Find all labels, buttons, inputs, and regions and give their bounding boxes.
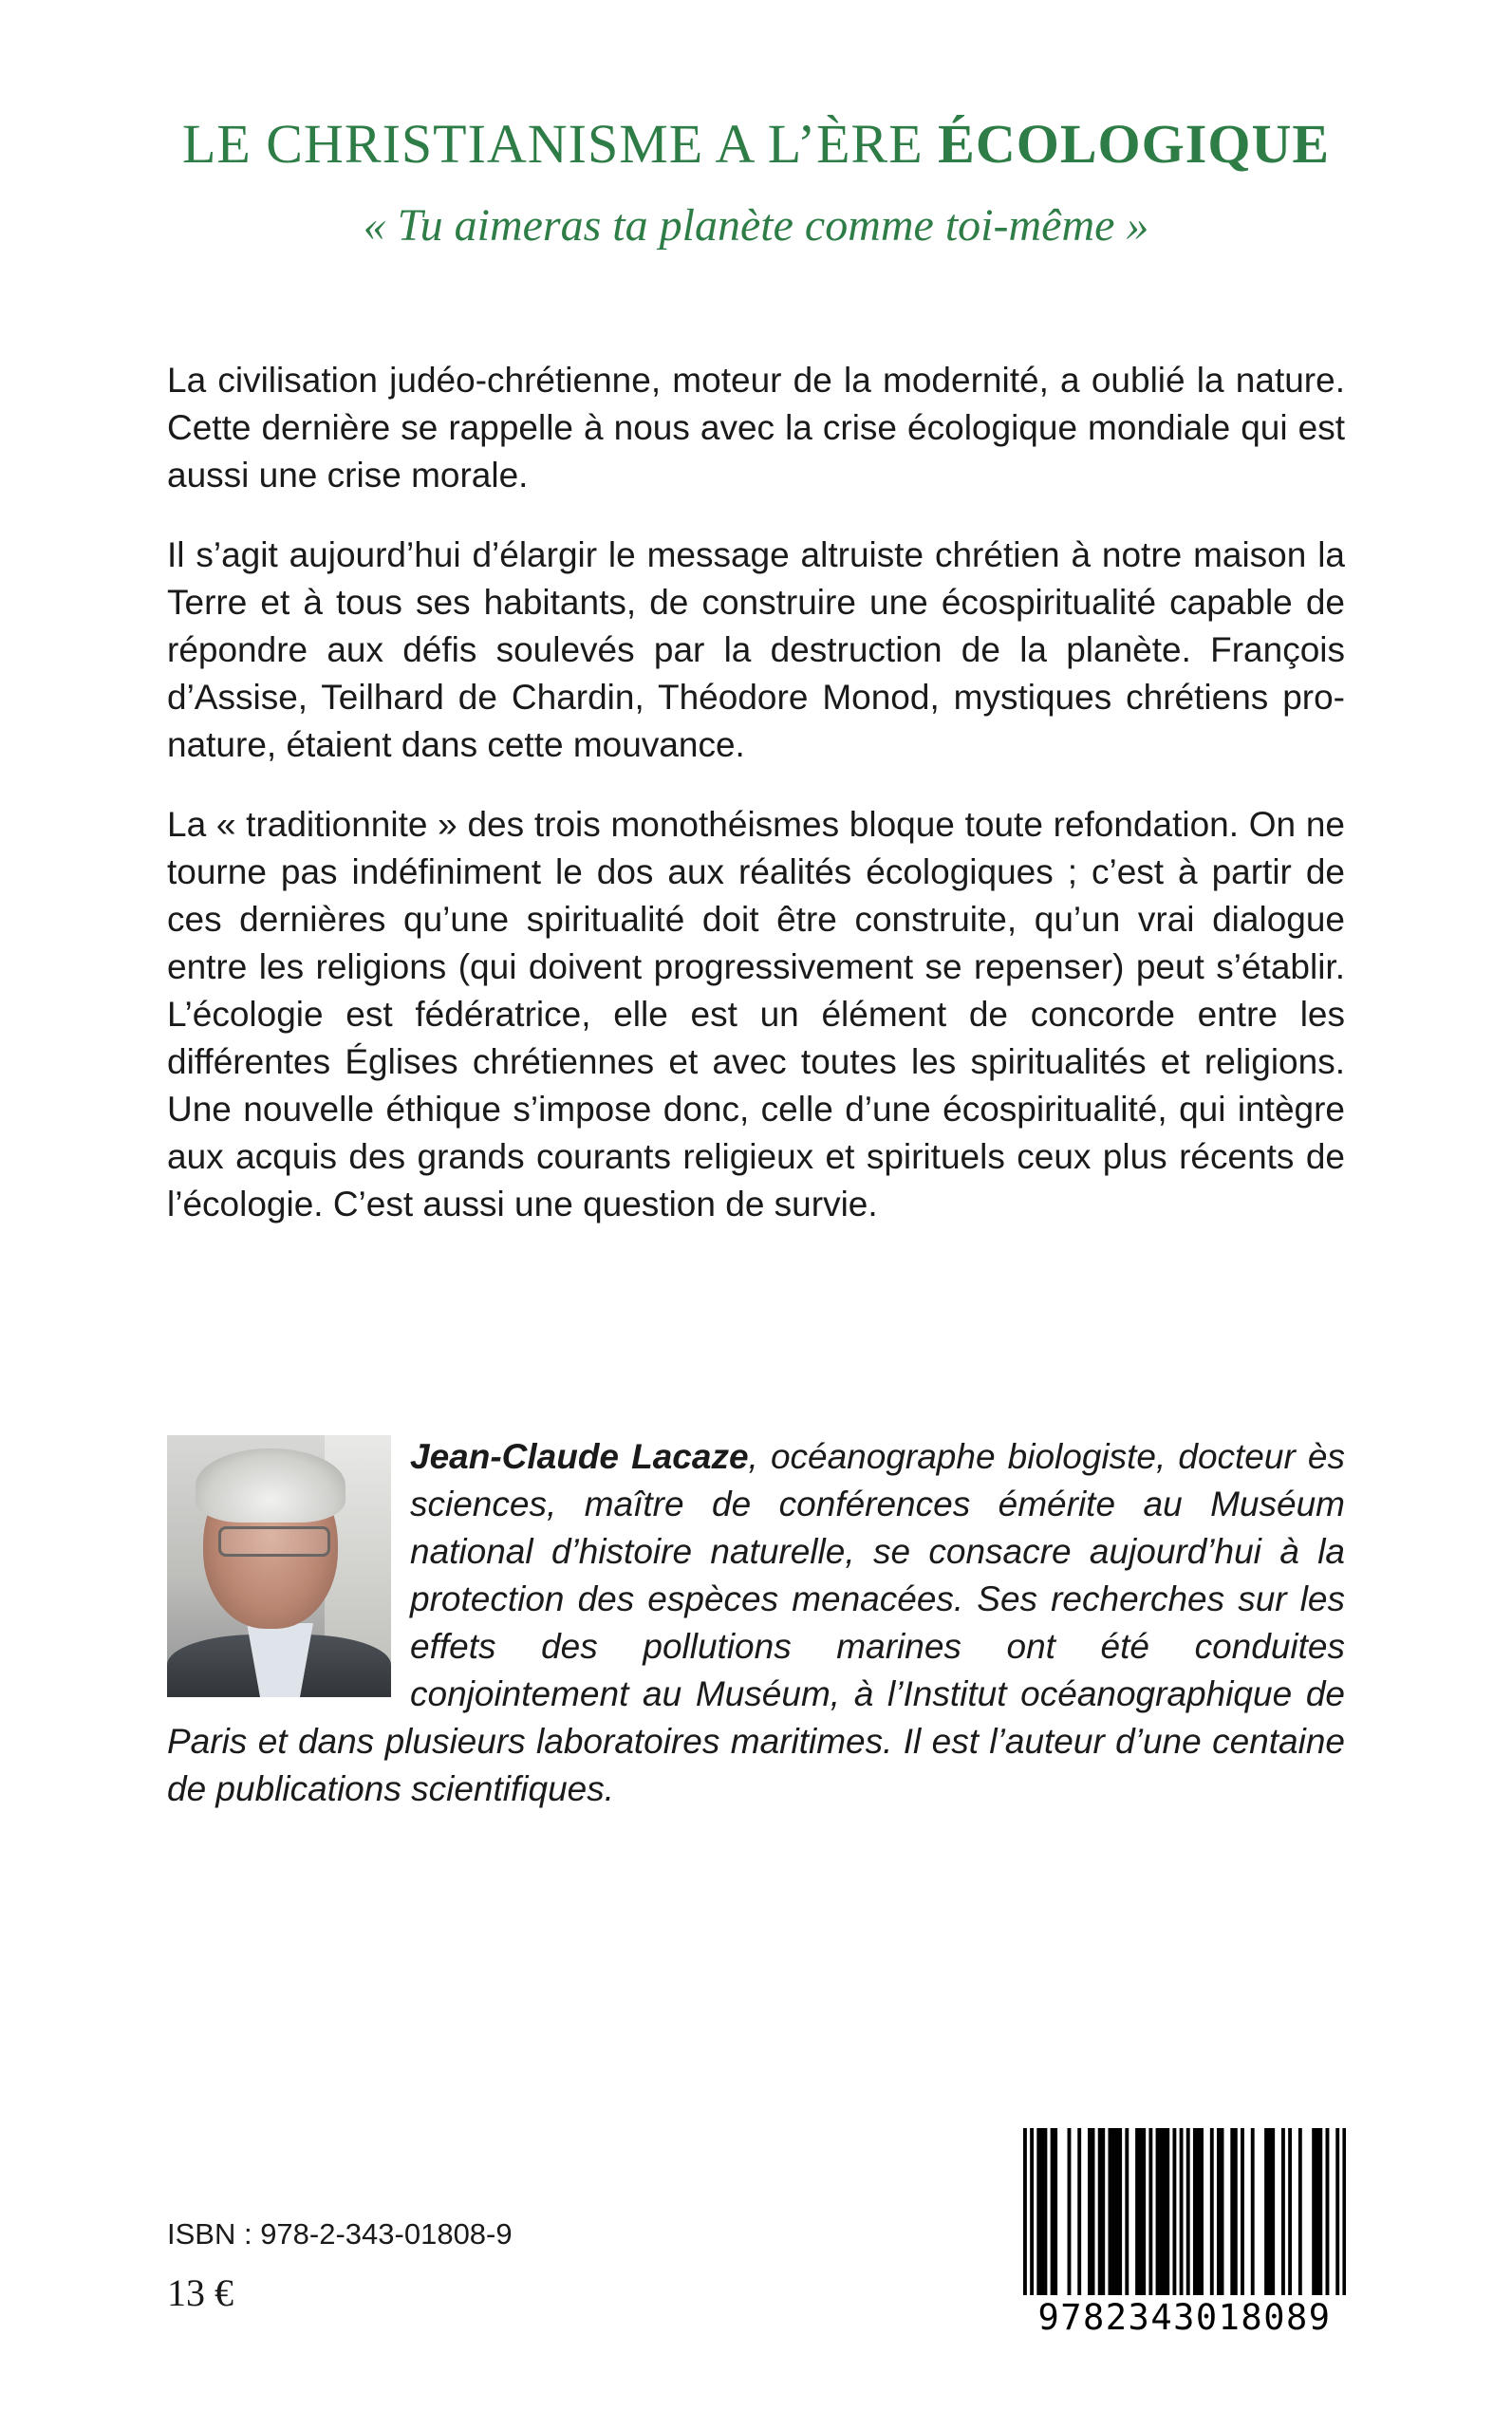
isbn-label: ISBN : 978-2-343-01808-9 bbox=[167, 2217, 513, 2251]
barcode-bar bbox=[1111, 2128, 1115, 2295]
barcode-bar bbox=[1030, 2128, 1034, 2295]
barcode-bar bbox=[1108, 2128, 1111, 2295]
barcode-bar bbox=[1101, 2128, 1105, 2295]
barcode-bar bbox=[1268, 2128, 1272, 2295]
author-bio-block bbox=[167, 1433, 1345, 1813]
barcode-bar bbox=[1036, 2128, 1040, 2295]
barcode-bar bbox=[1186, 2128, 1190, 2295]
barcode-bar bbox=[1288, 2128, 1292, 2295]
barcode-bar bbox=[1142, 2128, 1146, 2295]
barcode-bar bbox=[1043, 2128, 1047, 2295]
barcode-bar bbox=[1092, 2128, 1095, 2295]
book-subtitle: « Tu aimeras ta planète comme toi-même » bbox=[363, 200, 1149, 251]
summary-paragraph: Il s’agit aujourd’hui d’élargir le message altruiste chrétien à notre maison la Terre et à tous ses habitants, de construire une écospiritualité capable de répondre aux défis soulevés par la destruction de la planète. François d’Assise, Teilhard de Chardin, Théodore Monod, mystiques chrétiens pro-nature, étaient dans cette mouvance. bbox=[167, 535, 1345, 764]
barcode-bars bbox=[1023, 2128, 1346, 2295]
barcode-bar bbox=[1098, 2128, 1102, 2295]
barcode-bar bbox=[1172, 2128, 1176, 2295]
barcode-bar bbox=[1180, 2128, 1184, 2295]
barcode-bar bbox=[1217, 2128, 1221, 2295]
barcode-bar bbox=[1068, 2128, 1072, 2295]
book-title-emphasis: ÉCOLOGIQUE bbox=[938, 113, 1331, 175]
summary-paragraph: La civilisation judéo-chrétienne, moteur de la modernité, a oublié la nature. Cette dernière se rappelle à nous avec la crise écologique mondiale qui est aussi une crise morale. bbox=[167, 361, 1345, 495]
barcode-bar bbox=[1316, 2128, 1319, 2295]
barcode-bar bbox=[1251, 2128, 1255, 2295]
barcode-bar bbox=[1139, 2128, 1143, 2295]
barcode-bar bbox=[1118, 2128, 1122, 2295]
summary-paragraph: La « traditionnite » des trois monothéismes bloque toute refondation. On ne tourne pas indéfiniment le dos aux réalités écologiques ; c’est à partir de ces dernières qu’une spiritualité doit être construite, qu’un vrai dialogue entre les religions (qui doivent progressivement se repenser) peut s’établir. L’écologie est fédératrice, elle est un élément de concorde entre les différentes Églises chrétiennes et avec toutes les spiritualités et religions. Une nouvelle éthique s’impose donc, celle d’une écospiritualité, qui intègre aux acquis des grands courants religieux et spirituels ceux plus récents de l’écologie. C’est aussi une question de survie. bbox=[167, 805, 1345, 1224]
price-label: 13 € bbox=[167, 2271, 233, 2314]
barcode-bar bbox=[1298, 2128, 1302, 2295]
barcode-bar bbox=[1318, 2128, 1322, 2295]
book-title bbox=[0, 112, 1512, 176]
barcode-bar bbox=[1200, 2128, 1204, 2295]
barcode-bar bbox=[1159, 2128, 1163, 2295]
barcode-bar bbox=[1241, 2128, 1244, 2295]
barcode-bar bbox=[1221, 2128, 1224, 2295]
barcode-bar bbox=[1156, 2128, 1160, 2295]
barcode-bar bbox=[1230, 2128, 1234, 2295]
author-bio: , océanographe biologiste, docteur ès sciences, maître de conférences émérite au Muséum national d’histoire naturelle, se consacre aujourd’hui à la protection des espèces menacées. Ses recherches sur les effets des pollutions marines ont été conduites conjointement au Muséum, à l’Institut océanographique de Paris et dans plusieurs laboratoires maritimes. Il est l’auteur d’une centaine de publications scientifiques. bbox=[167, 1437, 1345, 1808]
barcode-bar bbox=[1234, 2128, 1238, 2295]
barcode-bar bbox=[1312, 2128, 1316, 2295]
barcode-bar bbox=[1166, 2128, 1169, 2295]
barcode-bar bbox=[1193, 2128, 1197, 2295]
barcode-bar bbox=[1271, 2128, 1275, 2295]
barcode-bar bbox=[1023, 2128, 1027, 2295]
author-name: Jean-Claude Lacaze bbox=[410, 1437, 749, 1476]
barcode-bar bbox=[1135, 2128, 1139, 2295]
barcode-bar bbox=[1077, 2128, 1081, 2295]
barcode-bar bbox=[1051, 2128, 1055, 2295]
barcode-bar bbox=[1281, 2128, 1285, 2295]
barcode-bar bbox=[1115, 2128, 1119, 2295]
barcode-bar bbox=[1054, 2128, 1057, 2295]
back-cover-summary bbox=[167, 357, 1345, 1261]
barcode-bar bbox=[1342, 2128, 1346, 2295]
barcode bbox=[1023, 2128, 1346, 2346]
barcode-bar bbox=[1197, 2128, 1201, 2295]
barcode-bar bbox=[1163, 2128, 1167, 2295]
barcode-bar bbox=[1088, 2128, 1092, 2295]
barcode-bar bbox=[1326, 2128, 1330, 2295]
barcode-number: 9782343018089 bbox=[1037, 2297, 1332, 2338]
barcode-bar bbox=[1148, 2128, 1152, 2295]
barcode-bar bbox=[1125, 2128, 1129, 2295]
book-title-main: LE CHRISTIANISME A L’ÈRE bbox=[181, 113, 939, 175]
barcode-bar bbox=[1040, 2128, 1044, 2295]
barcode-bar bbox=[1264, 2128, 1268, 2295]
barcode-bar bbox=[1210, 2128, 1214, 2295]
author-photo bbox=[167, 1435, 391, 1697]
barcode-bar bbox=[1335, 2128, 1339, 2295]
